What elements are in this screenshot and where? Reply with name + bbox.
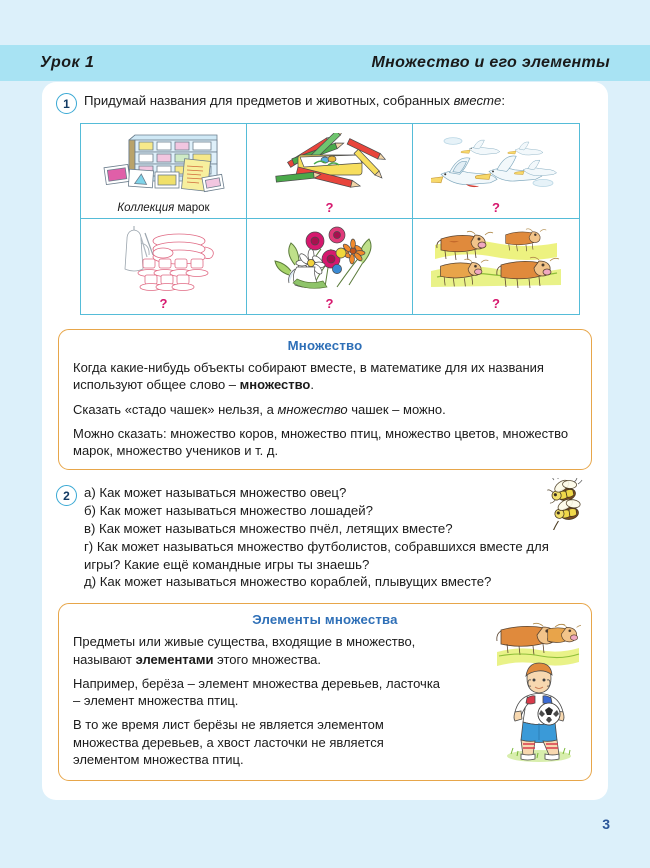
- theory-box-2-paragraph-2: Например, берёза – элемент множества деревьев, ласточка – элемент множества птиц.: [73, 675, 441, 709]
- task-2-line-b: б) Как может называться множество лошадей?: [84, 503, 373, 519]
- theory-box-elementy: [58, 603, 592, 781]
- grid-cell-teaset-caption: ?: [159, 296, 168, 311]
- b2-p1-a: Предметы или живые существа, входящие в множество, называют: [73, 634, 416, 667]
- grid-cell-flowers-caption: ?: [325, 296, 334, 311]
- p1-a: Когда какие-нибудь объекты собирают вместе, в математике для их названия используют общее слово –: [73, 360, 544, 393]
- grid-cell-cows[interactable]: [413, 219, 579, 314]
- caption-italic: Коллекция: [117, 202, 175, 214]
- p2-italic: множество: [277, 401, 348, 417]
- task-2-line-v: в) Как может называться множество пчёл, летящих вместе?: [84, 521, 453, 537]
- cows-in-field-icon: [413, 219, 579, 297]
- grid-cell-geese-caption: ?: [492, 200, 500, 215]
- p2-a: Сказать «стадо чашек» нельзя, а: [73, 401, 278, 417]
- stamp-collection-icon: [81, 124, 246, 202]
- grid-cell-stamps-caption: [117, 202, 209, 214]
- page-number: 3: [602, 816, 610, 832]
- task-1-number: 1: [56, 93, 77, 114]
- two-bees-icon: [540, 478, 596, 530]
- task-1-prompt: [84, 92, 505, 110]
- task-2-number: 2: [56, 485, 77, 506]
- content-card: [42, 82, 608, 800]
- grid-cell-pencils-caption: ?: [325, 200, 334, 215]
- grid-cell-teaset[interactable]: [81, 219, 247, 314]
- colored-pencils-icon: [247, 124, 412, 201]
- theory-box-1-paragraph-3: Можно сказать: множество коров, множество птиц, множество цветов, множество марок, множество учеников и т. д.: [73, 425, 569, 459]
- theory-box-1-title: Множество: [287, 338, 363, 353]
- theory-box-2-paragraph-3: В то же время лист берёзы не является элементом множества деревьев, а хвост ласточки не является элементом множества птиц.: [73, 717, 384, 767]
- p2-b: чашек – можно.: [347, 401, 446, 417]
- task-2: [56, 484, 594, 591]
- boy-with-football-icon: [501, 662, 577, 762]
- task-1-prompt-a: Придумай названия для предметов и животных, собранных: [84, 93, 454, 108]
- task-2-body: [84, 484, 554, 591]
- task-1: [56, 92, 594, 114]
- picture-grid: [80, 123, 580, 315]
- b2-p1-b: этого множества.: [213, 651, 321, 667]
- task-1-prompt-b: :: [501, 93, 506, 108]
- grid-cell-flowers[interactable]: [247, 219, 413, 314]
- lesson-label: Урок 1: [40, 54, 95, 71]
- task-2-line-g: г) Как может называться множество футболистов, собравшихся вместе для игры? Какие ещё командные игры ты знаешь?: [84, 538, 549, 572]
- grid-cell-pencils[interactable]: [247, 124, 413, 219]
- theory-box-2-paragraph-1: [73, 633, 448, 668]
- grid-cell-geese[interactable]: [413, 124, 579, 219]
- flying-geese-icon: [413, 124, 579, 201]
- theory-box-2-title: Элементы множества: [252, 612, 398, 628]
- b2-p1-bold: элементами: [135, 651, 214, 667]
- grid-cell-stamps[interactable]: [81, 124, 247, 219]
- theory-box-1-paragraph-2: [73, 401, 577, 418]
- task-2-line-d: д) Как может называться множество кораблей, плывущих вместе?: [84, 574, 492, 590]
- page-title: Множество и его элементы: [371, 54, 610, 71]
- theory-box-mnozhestvo: [58, 329, 592, 470]
- theory-box-1-paragraph-1: [73, 359, 577, 394]
- p1-bold: множество: [239, 377, 311, 393]
- task-2-line-a: а) Как может называться множество овец?: [84, 485, 347, 501]
- p1-b: .: [310, 377, 314, 393]
- tea-set-icon: [81, 219, 246, 297]
- flower-bouquet-icon: [247, 219, 412, 297]
- page-header: [0, 45, 650, 81]
- task-1-prompt-emph: вместе: [453, 93, 502, 108]
- grid-cell-cows-caption: ?: [492, 296, 500, 311]
- caption-rest: марок: [174, 202, 210, 214]
